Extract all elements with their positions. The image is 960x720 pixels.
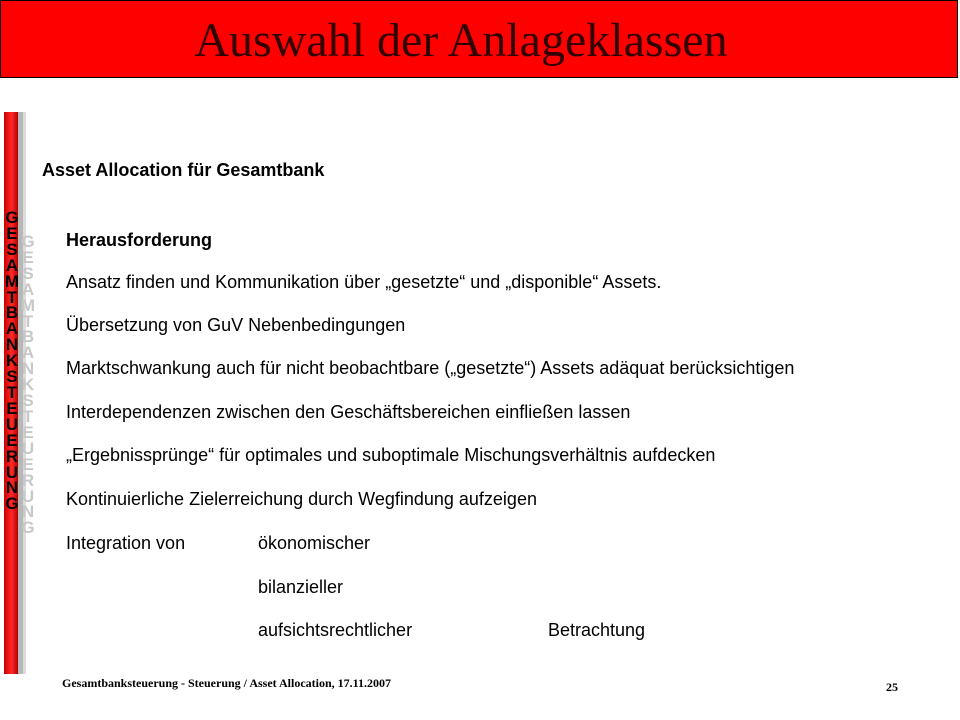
vertical-word-gesamtbanksteuerung xyxy=(0,210,24,512)
vertical-letter: S xyxy=(6,239,18,259)
vertical-letter: U xyxy=(5,462,19,482)
integration-item: bilanzieller xyxy=(258,577,344,597)
challenge-line: Marktschwankung auch für nicht beobachtbare („gesetzte“) Assets adäquat berücksichtigen xyxy=(66,358,795,378)
vertical-letter-shadow: G xyxy=(21,518,35,538)
vertical-letter-shadow: A xyxy=(21,343,35,363)
vertical-letter-shadow: N xyxy=(21,359,35,379)
challenge-line: Interdependenzen zwischen den Geschäftsbereichen einfließen lassen xyxy=(66,402,631,422)
vertical-letter-shadow: R xyxy=(21,470,35,490)
vertical-letter-shadow: T xyxy=(22,311,34,331)
vertical-letter: M xyxy=(4,271,20,291)
vertical-letter: A xyxy=(5,319,19,339)
vertical-letter-shadow: N xyxy=(21,502,35,522)
vertical-letter: R xyxy=(5,446,19,466)
page-number: 25 xyxy=(886,680,898,694)
vertical-letter: G xyxy=(5,208,19,227)
vertical-letter-shadow: U xyxy=(21,438,35,458)
vertical-letter-shadow: E xyxy=(22,422,34,442)
vertical-letter: N xyxy=(5,478,19,498)
vertical-letter-shadow: G xyxy=(21,232,35,251)
vertical-letter: A xyxy=(5,255,19,275)
challenge-line: Übersetzung von GuV Nebenbedingungen xyxy=(66,315,406,335)
vertical-letter: S xyxy=(6,367,18,387)
section-subtitle: Asset Allocation für Gesamtbank xyxy=(42,160,325,180)
vertical-letter: U xyxy=(5,414,19,434)
integration-suffix: Betrachtung xyxy=(548,620,646,640)
vertical-letter-shadow: K xyxy=(21,375,35,395)
vertical-letter: E xyxy=(6,430,18,450)
challenge-line: Kontinuierliche Zielerreichung durch Wegfindung aufzeigen xyxy=(66,489,537,509)
title-bar xyxy=(0,0,958,78)
challenge-line: „Ergebnissprünge“ für optimales und suboptimale Mischungsverhältnis aufdecken xyxy=(66,445,716,465)
vertical-letter: B xyxy=(5,303,19,323)
vertical-letter: K xyxy=(5,351,19,371)
vertical-letter-shadow: S xyxy=(22,391,34,411)
vertical-letter-shadow: T xyxy=(22,406,34,426)
challenge-line: Ansatz finden und Kommunikation über „gesetzte“ und „disponible“ Assets. xyxy=(66,272,662,292)
integration-item: ökonomischer xyxy=(258,533,371,553)
vertical-letter-shadow: E xyxy=(22,247,34,267)
vertical-letter-shadow: B xyxy=(21,327,35,347)
vertical-letter-shadow: A xyxy=(21,279,35,299)
vertical-letter-shadow: M xyxy=(20,295,36,315)
vertical-letter: N xyxy=(5,335,19,355)
vertical-letter: E xyxy=(6,398,18,418)
vertical-letter-shadow: S xyxy=(22,263,34,283)
slide-title: Auswahl der Anlageklassen xyxy=(194,14,728,67)
integration-label: Integration von xyxy=(66,533,186,553)
vertical-letter: T xyxy=(6,382,18,402)
vertical-letter-shadow: U xyxy=(21,486,35,506)
vertical-letter: T xyxy=(6,287,18,307)
footer-text: Gesamtbanksteuerung - Steuerung / Asset Allocation, 17.11.2007 xyxy=(62,676,392,690)
vertical-letter-shadow: E xyxy=(22,454,34,474)
section-heading: Herausforderung xyxy=(66,230,213,250)
vertical-letter: E xyxy=(6,223,18,243)
vertical-letter: G xyxy=(5,494,19,514)
integration-item: aufsichtsrechtlicher xyxy=(258,620,413,640)
